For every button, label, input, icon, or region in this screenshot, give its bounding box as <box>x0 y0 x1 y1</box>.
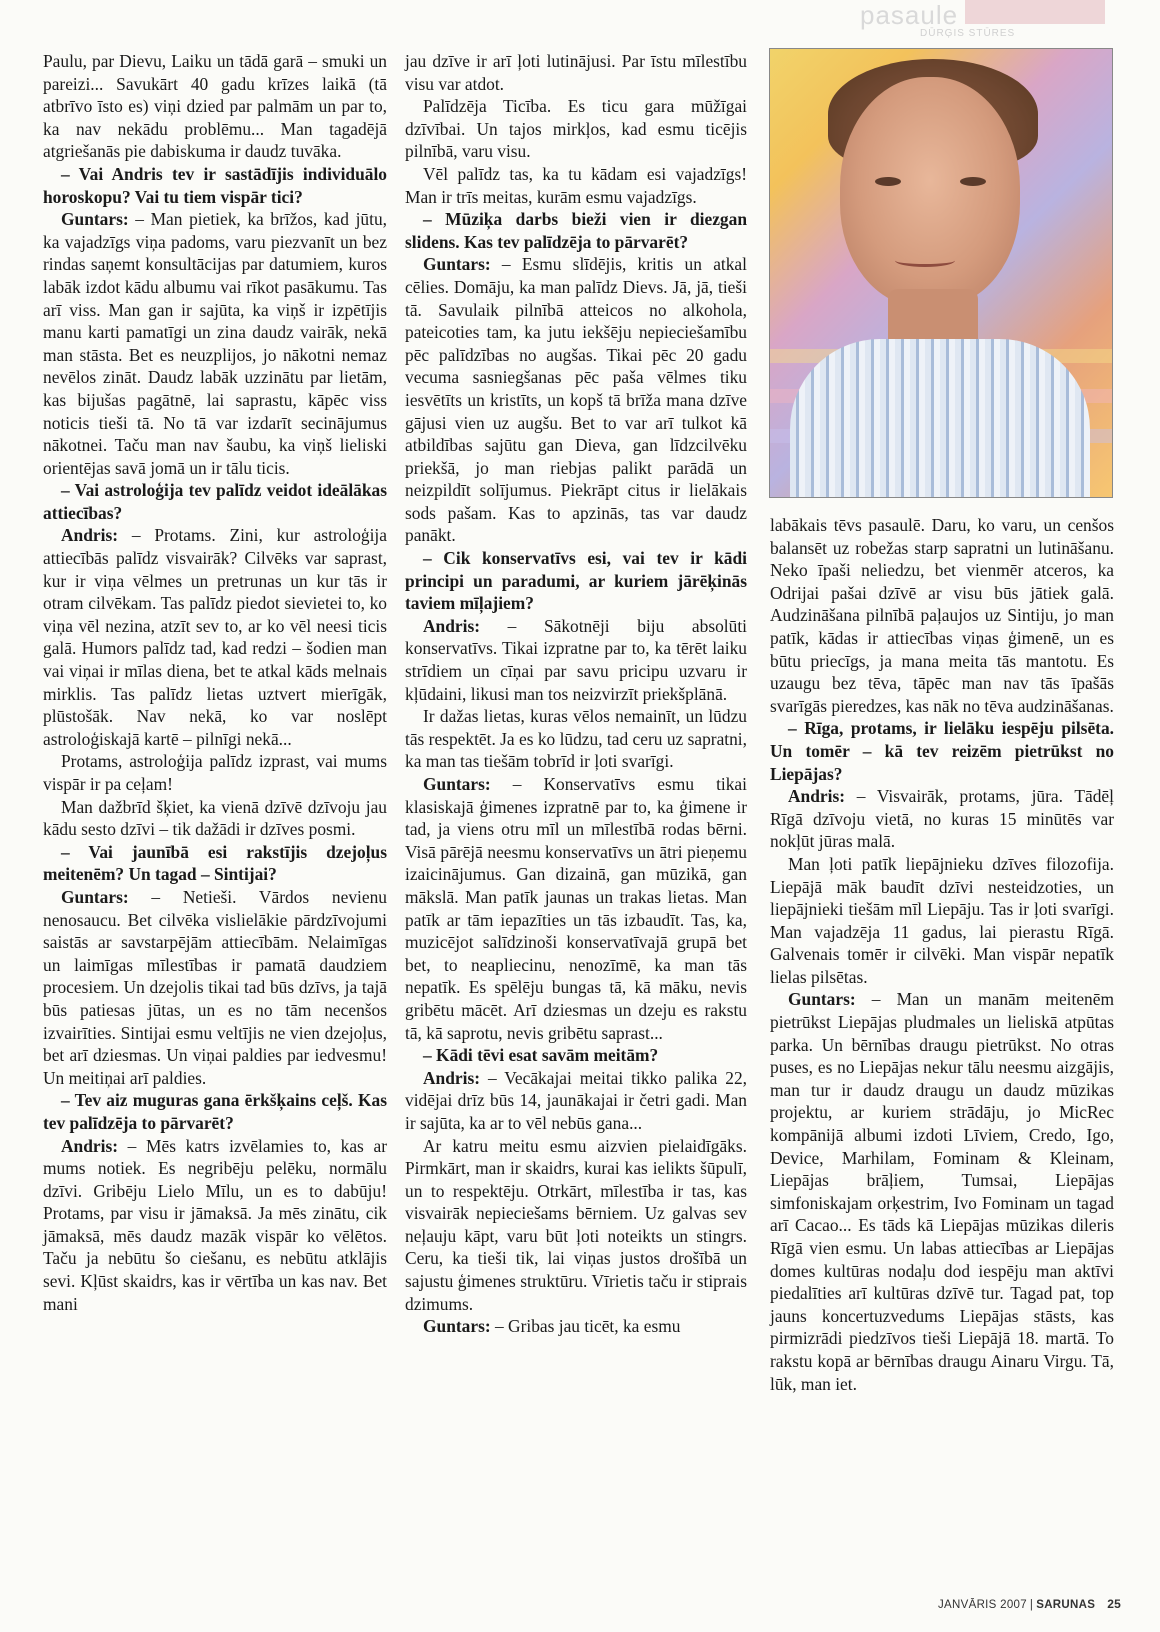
interview-question: – Kādi tēvi esat savām meitām? <box>423 1045 659 1066</box>
interview-answer <box>405 773 747 1044</box>
speaker-name: Guntars: <box>423 254 491 275</box>
speaker-name: Andris: <box>788 786 846 807</box>
speaker-name: Andris: <box>423 615 481 636</box>
answer-text: – Konservatīvs esmu tikai klasiskajā ģimenes izpratnē par to, ka ģimene ir tad, ja viens otru mīl un mīlestībā rodas bērni. Visā pārējā neesmu konservatīvs un ātri pieņemu izaicinājumus. Gan dizainā, gan mūzikā, gan mākslā. Man patīk jaunas un trakas lietas. Man patīk ar tām iepazīties un tās izbaudīt. Tas, ka, muzicējot salīdzinoši konservatīvajā grupā bet bet, to neapliecinu, nenozīmē, ka man tās nepatīk. Es spēlēju bungas tā, kā māku, nevis gribētu mācēt. Arī dziesmas un dzeju es rakstu tā, kā saprotu, nevis gribētu saprast... <box>405 774 747 1043</box>
interview-answer <box>405 615 747 705</box>
interview-question: – Rīga, protams, ir lielāku iespēju pilsēta. Un tomēr – kā tev reizēm pietrūkst no Liepājas? <box>770 718 1114 784</box>
paragraph: Man ļoti patīk liepājnieku dzīves filozofija. Liepājā māk baudīt dzīvi nesteidzoties, un liepājnieki tiešām mīl Liepāju. Tas ir ļoti svarīgi. Man vajadzēja 11 gadus, lai pierastu Rīgā. Galvenais tomēr ir cilvēki. Man vispār nepatīk lielas pilsētas. <box>770 853 1114 987</box>
paragraph: Palīdzēja Ticība. Es ticu gara mūžīgai dzīvībai. Un tajos mirkļos, kad esmu ticējis pilnībā, varu visu. <box>405 96 747 162</box>
footer-date: JANVĀRIS 2007 <box>938 1599 1027 1611</box>
portrait-photo <box>769 48 1113 498</box>
answer-text: – Visvairāk, protams, jūra. Tādēļ Rīgā dzīvoju vietā, no kuras 15 minūtēs var nokļūt jūras malā. <box>770 786 1114 852</box>
paragraph: Vēl palīdz tas, ka tu kādam esi vajadzīgs! Man ir trīs meitas, kurām esmu vajadzīgs. <box>405 163 747 207</box>
answer-text: – Man un manām meitenēm pietrūkst Liepājas pludmales un lieliskā atpūtas parka. Un bērnības draugu pietrūkst. No otras puses, es no Liepājas nekur tālu neesmu aizgājis, man tur ir daudz draugu un daudz mūzikas projektu, ar kuriem strādāju, jo MicRec kompānijā albumi izdoti Līviem, Credo, Igo, Device, Marhilam, Fominam & Kleinam, Liepājas brāļiem, Tumsai, Liepājas simfoniskajam orķestrim, Ivo Fominam un tagad arī Cacao... Es tāds kā Liepājas mūzikas dileris Rīgā vien esmu. Un labas attiecības ar Liepājas domes kultūras nodaļu dod iespēju man aktīvi piedalīties arī kultūras dzīvē tur. Tagad pat, top jauns koncertuzvedums Liepājas stāsts, kas pirmizrādi piedzīvos tieši Liepājā 18. martā. To rakstu kopā ar bērnības draugu Ainaru Virgu. Tā, lūk, man iet. <box>770 989 1114 1394</box>
answer-text: – Esmu slīdējis, kritis un atkal cēlies. Domāju, ka man palīdz Dievs. Jā, jā, tieši tā. Savulaik pilnībā atteicos no alkohola, pateicoties tam, ka jutu iekšēju nepieciešamību pēc palīdzības no augšas. Tikai pēc 20 gadu vecuma sasniegšanas pēc paša vēlmes tiku iesvētīts un kristīts, un kopš tā brīža mana dzīve gājusi vien uz augšu. Bet to var arī tulkot kā atbildības sajūtu gan Dieva, gan līdzcilvēku priekšā, jo man riebjas palikt parādā un neizpildīt solījumus. Piekrāpt citus ir lielākais sods pašam. Kas to apzinās, tas var daudz panākt. <box>405 254 747 546</box>
interview-answer <box>405 1067 747 1135</box>
paragraph: labākais tēvs pasaulē. Daru, ko varu, un cenšos balansēt uz robežas starp sapratni un lutināšanu. Neko īpaši neliedzu, bet vienmēr atceros, ka Odrijai pašai dzīvē ar visu būs jātiek galā. Audzināšana pilnībā paļaujos uz Sintiju, jo man patīk, kādas ir attiecības viņas ģimenē, un es būtu priecīgs, ja mana meita tās mantotu. Es uzaugu bez tēva, tāpēc man nav tās īpašās svarīgās pieredzes, kas nāk no tēva audzināšanas. <box>770 515 1114 716</box>
interview-question: – Vai Andris tev ir sastādījis individuālo horoskopu? Vai tu tiem vispār tici? <box>43 163 387 207</box>
interview-question: – Vai astroloģija tev palīdz veidot ideālākas attiecības? <box>43 480 387 523</box>
answer-text: – Man pietiek, ka brīžos, kad jūtu, ka vajadzīgs viņa padoms, varu piezvanīt un bez rindas saņemt konsultācijas par datumiem, kuros labāk izdot kādu albumu vai rīkot pasākumu. Tas arī viss. Man gan ir sajūta, ka viņš ir izpētījis manu karti pamatīgi un zina daudz vairāk, nekā man stāsta. Bet es neuzplijos, jo nākotni nemaz nevēlos zināt. Daudz labāk uzzinātu par lietām, kas bijušas pagātnē, lai saprastu, kāpēc viss noticis tieši tā. No tā var izdarīt secinājumus nākotnei. Taču man nav šaubu, ka viņš lieliski orientējas savā jomā un ir tālu ticis. <box>43 209 387 478</box>
interview-answer <box>43 208 387 479</box>
footer-magazine: SARUNAS <box>1036 1599 1096 1611</box>
page-number: 25 <box>1107 1597 1122 1611</box>
interview-answer <box>405 1315 747 1338</box>
speaker-name: Guntars: <box>423 774 491 794</box>
text-column-2 <box>405 50 747 1338</box>
answer-text: – Mēs katrs izvēlamies to, kas ar mums notiek. Es negribēju pelēku, normālu dzīvi. Gribēju Lielo Mīlu, un es to dabūju! Protams, par visu ir jāmaksā. Ja mēs zinātu, cik jāmaksā, mēs daudz mazāk vispār ko vēlētos. Taču ja nebūtu šo ciešanu, es nebūtu atklājis sevi. Kļūst skaidrs, kas ir vērtība un kas nav. Bet mani <box>43 1135 387 1314</box>
paragraph: Man dažbrīd šķiet, ka vienā dzīvē dzīvoju jau kādu sesto dzīvi – tik dažādi ir dzīves posmi. <box>43 796 387 840</box>
header-ghost <box>850 0 1160 40</box>
answer-text: – Vecākajai meitai tikko palika 22, vidējai drīz būs 14, jaunākajai ir četri gadi. Man ir sajūta, ka ar to vēl nebūs gana... <box>405 1067 747 1133</box>
paragraph: Protams, astroloģija palīdz izprast, vai mums vispār ir pa ceļam! <box>43 751 387 794</box>
speaker-name: Guntars: <box>61 209 129 230</box>
interview-question: – Mūziķa darbs bieži vien ir diezgan slidens. Kas tev palīdzēja to pārvarēt? <box>405 209 747 252</box>
paragraph: jau dzīve ir arī ļoti lutinājusi. Par īstu mīlestību visu var atdot. <box>405 51 747 94</box>
text-column-3 <box>770 514 1114 1395</box>
header-ghost-block <box>965 0 1105 24</box>
answer-text: – Gribas jau ticēt, ka esmu <box>490 1316 681 1337</box>
speaker-name: Guntars: <box>423 1316 491 1337</box>
speaker-name: Andris: <box>61 1135 119 1156</box>
answer-text: – Protams. Zini, kur astroloģija attiecībās palīdz visvairāk? Cilvēks var saprast, kur ir viņa vēlmes un pretrunas un kur tās ir otram cilvēkam. Tas palīdz piedot sievietei to, ko viņa vēl nezina, atzīt sev to, ar ko vēl neesi ticis galā. Humors palīdz tad, kad redzi – šodien man vai viņai ir mīlas diena, bet te atkal kāds melnais mirklis. Tas palīdz lietas uztvert mierīgāk, plūstošāk. Nav nekā, ko var noslēpt astroloģiskajā kartē – pilnīgi nekā... <box>43 525 387 749</box>
paragraph: Ir dažas lietas, kuras vēlos nemainīt, un lūdzu tās respektēt. Ja es ko lūdzu, tad ceru uz sapratni, ka man tas tiešām tobrīd ir ļoti svarīgi. <box>405 706 747 772</box>
interview-answer <box>770 988 1114 1395</box>
answer-text: – Sākotnēji biju absolūti konservatīvs. Tikai izpratne par to, ka tērēt laiku strīdiem un cīņai par savu pricipu uzvaru ir kļūdaini, likusi man tos neizvirzīt priekšplānā. <box>405 615 747 704</box>
interview-answer <box>43 886 387 1089</box>
header-ghost-sub: DŪRĢIS STŪRES <box>920 28 1016 39</box>
answer-text: – Netieši. Vārdos nevienu nenosaucu. Bet cilvēka vislielākie pārdzīvojumi saistās ar savstarpējām attiecībām. Nelaimīgas un laimīgas mīlestības ir pamatā daudziem procesiem. Un dzejolis tikai tad būs dzīvs, ja tajā būs patiesas jūtas, un es no tām necenšos izvairīties. Sintijai esmu veltījis ne vien dzejoļus, bet arī dziesmas. Un viņai paldies par iedvesmu! Un meitiņai arī paldies. <box>43 886 387 1088</box>
paragraph: Paulu, par Dievu, Laiku un tādā garā – smuki un pareizi... Savukārt 40 gadu krīzes laikā (tā atbrīvo īsto es) viņi dzied par palmām un par to, ka nav nekādu problēmu... Man tagadējā atgriešanās pie dabiskuma ir daudz tuvāka. <box>43 51 387 162</box>
speaker-name: Guntars: <box>61 886 129 907</box>
speaker-name: Andris: <box>61 525 119 546</box>
interview-question: – Tev aiz muguras gana ērkšķains ceļš. Kas tev palīdzēja to pārvarēt? <box>43 1090 387 1133</box>
header-ghost-word: pasaule <box>860 0 959 30</box>
interview-question: – Vai jaunībā esi rakstījis dzejoļus meitenēm? Un tagad – Sintijai? <box>43 841 387 885</box>
interview-answer <box>43 524 387 750</box>
text-column-1 <box>43 50 387 1315</box>
interview-answer <box>405 253 747 547</box>
paragraph: Ar katru meitu esmu aizvien pielaidīgāks. Pirmkārt, man ir skaidrs, kurai kas ielikts šūpulī, un to respektēju. Otrkārt, mīlestība ir tas, kas visvairāk nepieciešams bērniem. Uz galvas sev neļauju kāpt, varu būt ļoti noteikts un stingrs. Ceru, ka tieši tik, lai viņas justos drošībā un sajustu ģimenes struktūru. Vīrietis taču ir stiprais dzimums. <box>405 1135 747 1314</box>
speaker-name: Andris: <box>423 1067 481 1088</box>
interview-answer <box>43 1135 387 1316</box>
page-footer: JANVĀRIS 2007 | SARUNAS 25 <box>938 1597 1122 1611</box>
interview-question: – Cik konservatīvs esi, vai tev ir kādi principi un paradumi, ar kuriem jārēķinās taviem mīļajiem? <box>405 548 747 614</box>
interview-answer <box>770 785 1114 853</box>
speaker-name: Guntars: <box>788 989 856 1010</box>
